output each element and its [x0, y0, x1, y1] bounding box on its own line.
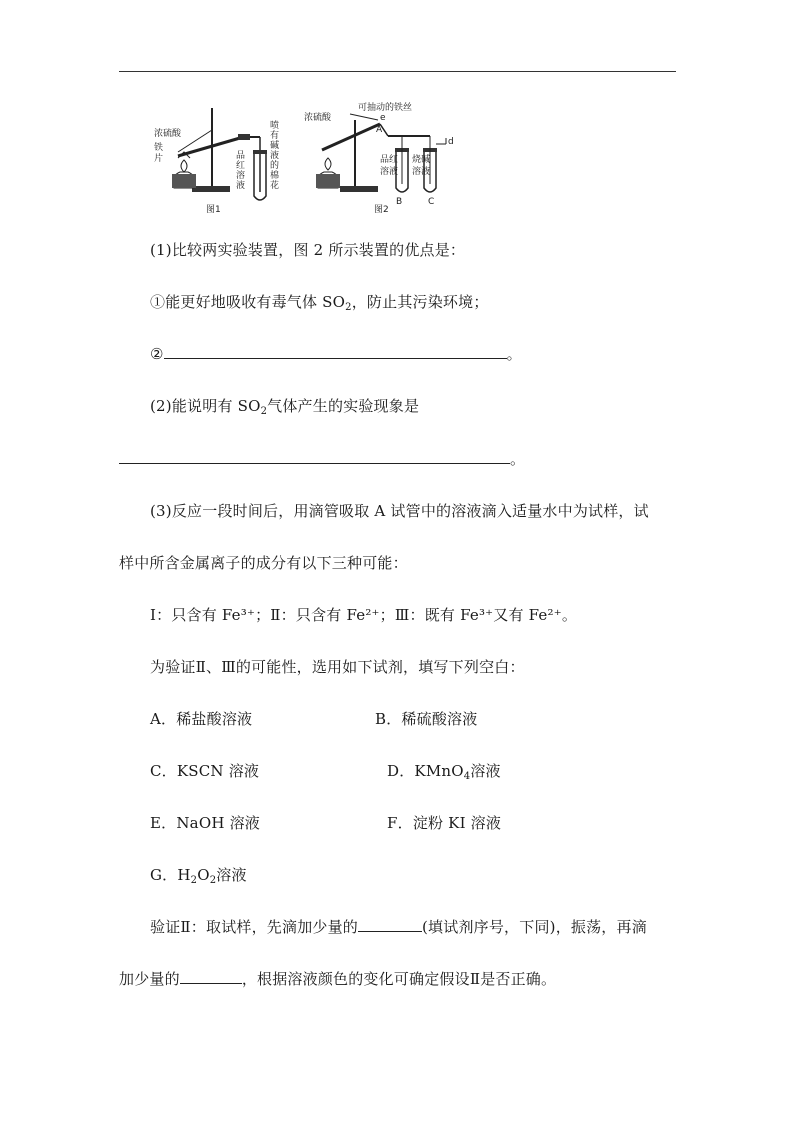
q3-verify-blank-2[interactable]	[180, 969, 242, 984]
fig1-cotton-2: 有	[270, 131, 280, 141]
q2-stem-sub: 2	[260, 406, 268, 417]
q3-verify-line-2	[119, 968, 556, 989]
q3-line-1: (3)反应一段时间后，用滴管吸取 A 试管中的溶液滴入适量水中为试样，试	[150, 502, 649, 520]
q2-stem-b: 气体产生的实验现象是	[267, 397, 420, 415]
fig2-pinkred-label-2: 溶液	[380, 167, 399, 177]
fig1-cotton-6: 棉	[270, 171, 280, 181]
fig2-flame	[325, 158, 331, 170]
q3-option-G-sub2: 2	[209, 875, 217, 886]
fig2-reaction-tube	[322, 124, 380, 150]
fig1-cotton-1: 喷	[270, 121, 280, 131]
fig2-lamp-body	[316, 174, 340, 188]
q3-instruction: 为验证Ⅱ、Ⅲ的可能性，选用如下试剂，填写下列空白：	[150, 658, 525, 676]
q2-answer-line	[119, 448, 525, 469]
fig2-wire-label: 可抽动的铁丝	[358, 103, 413, 113]
q3-option-D	[387, 760, 501, 782]
apparatus-figure	[150, 100, 470, 220]
fig2-wire	[350, 114, 378, 120]
fig1-pinkred-4: 液	[236, 181, 246, 191]
q3-option-D-b: 溶液	[470, 762, 501, 780]
fig2-C-label: C	[428, 197, 435, 207]
fig1-cotton-7: 花	[270, 181, 280, 191]
fig1-lamp-body	[172, 174, 196, 188]
fig1-pinkred-3: 溶	[236, 171, 246, 181]
q3-verify-1-b: (填试剂序号，下同)，振荡，再滴	[422, 918, 647, 936]
fig1-acid-label: 浓硫酸	[154, 129, 182, 139]
q1-point-1-text-a: ①能更好地吸收有毒气体 SO	[150, 293, 346, 311]
apparatus-diagram	[150, 100, 470, 220]
fig2-acid-label: 浓硫酸	[304, 113, 332, 123]
q1-point-2-end: 。	[506, 345, 522, 363]
fig1-iron-label-2: 片	[154, 154, 164, 164]
q2-answer-blank[interactable]	[119, 449, 510, 464]
fig1-cotton-5: 的	[270, 161, 280, 171]
q2-answer-end: 。	[510, 450, 526, 468]
q3-option-G-a: G．H	[150, 866, 191, 884]
fig1-test-tube-stopper	[253, 150, 267, 154]
q1-point-1	[150, 291, 489, 313]
fig2-caption: 图2	[374, 205, 389, 215]
q3-verify-2-a: 加少量的	[119, 970, 180, 988]
q1-stem: (1)比较两实验装置，图 2 所示装置的优点是：	[150, 241, 466, 259]
q3-option-D-sub: 4	[463, 771, 471, 782]
q3-option-C: C．KSCN 溶液	[150, 762, 260, 780]
q2-stem-a: (2)能说明有 SO	[150, 397, 261, 415]
q3-option-A: A．稀盐酸溶液	[150, 710, 253, 728]
fig1-cotton-4: 液	[270, 151, 280, 161]
header-rule	[119, 71, 676, 72]
fig1-pinkred-1: 品	[236, 151, 246, 161]
q3-option-E: E．NaOH 溶液	[150, 814, 260, 832]
q3-verify-blank-1[interactable]	[358, 917, 422, 932]
fig1-reaction-tube	[178, 138, 240, 156]
q3-option-G-mid: O	[197, 866, 210, 884]
q3-option-G	[150, 864, 247, 886]
q1-point-1-text-b: ，防止其污染环境；	[351, 293, 489, 311]
q3-option-D-a: D．KMnO	[387, 762, 464, 780]
fig2-B-label: B	[396, 197, 403, 207]
fig2-e-label: e	[380, 113, 386, 123]
q3-option-G-b: 溶液	[216, 866, 247, 884]
q1-point-2-answer-blank[interactable]	[164, 344, 507, 359]
q1-point-1-sub: 2	[345, 302, 352, 313]
fig1-iron-label-1: 铁	[154, 143, 164, 153]
q3-verify-line-1	[150, 916, 647, 937]
fig2-pinkred-label: 品红	[380, 155, 399, 165]
fig2-soda-label-2: 溶液	[412, 167, 431, 177]
fig2-d-label: d	[448, 137, 454, 147]
q1-point-2	[150, 343, 522, 364]
fig1-stand-base	[192, 186, 230, 192]
fig1-connector	[238, 134, 250, 140]
fig2-A-label: A	[376, 125, 383, 135]
fig2-soda-label: 烧碱	[412, 155, 431, 165]
q3-line-2: 样中所含金属离子的成分有以下三种可能：	[119, 554, 408, 572]
fig2-stand-base	[340, 186, 378, 192]
q3-option-B: B．稀硫酸溶液	[375, 710, 478, 728]
q3-hypotheses: Ⅰ：只含有 Fe³⁺；Ⅱ：只含有 Fe²⁺；Ⅲ：既有 Fe³⁺又有 Fe²⁺。	[150, 606, 578, 624]
q3-option-G-sub1: 2	[190, 875, 198, 886]
q2-stem	[150, 395, 419, 417]
fig1-pinkred-2: 红	[236, 161, 246, 171]
q1-point-2-prefix: ②	[150, 345, 164, 363]
fig1-cotton-3: 碱	[270, 141, 280, 151]
q3-option-F: F．淀粉 KI 溶液	[387, 814, 502, 832]
q3-verify-2-b: ，根据溶液颜色的变化可确定假设Ⅱ是否正确。	[241, 970, 557, 988]
q3-verify-1-a: 验证Ⅱ：取试样，先滴加少量的	[150, 918, 358, 936]
fig1-flame	[181, 160, 187, 172]
fig1-caption: 图1	[206, 205, 221, 215]
